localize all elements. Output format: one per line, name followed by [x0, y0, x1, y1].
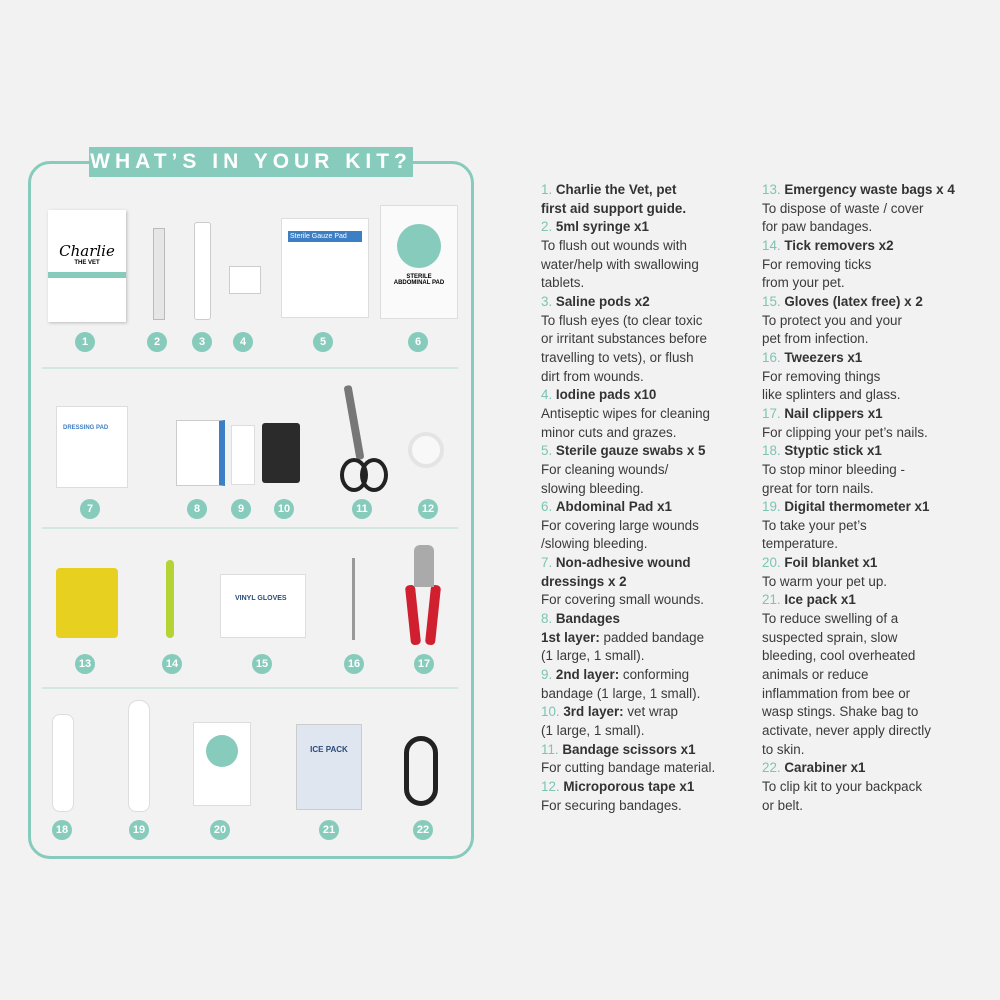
item-description: For clipping your pet’s nails.	[762, 424, 928, 440]
styptic-stick-image	[52, 714, 74, 812]
tick-remover-image	[166, 560, 174, 638]
item-title: Digital thermometer x1	[784, 499, 930, 515]
item-number: 19.	[762, 499, 785, 515]
foil-blanket-image	[193, 722, 251, 806]
item-number-8: 8	[187, 499, 207, 519]
item-description: For covering small wounds.	[541, 592, 704, 608]
list-item	[541, 293, 756, 386]
row-divider	[42, 687, 458, 689]
item-title: Tweezers x1	[784, 349, 863, 365]
ice-pack-image: ICE PACK	[296, 724, 362, 810]
conforming-bandage-image	[231, 425, 255, 485]
item-number-20: 20	[210, 820, 230, 840]
item-description: For covering large wounds /slowing bleeding.	[541, 517, 699, 552]
list-item	[762, 293, 997, 349]
item-list-right	[762, 181, 997, 815]
item-number-14: 14	[162, 654, 182, 674]
item-number-12: 12	[418, 499, 438, 519]
item-title: 3rd layer:	[563, 704, 624, 720]
item-description: For removing things like splinters and glass.	[762, 368, 901, 403]
item-number-3: 3	[192, 332, 212, 352]
item-number: 2.	[541, 219, 556, 235]
item-number: 5.	[541, 443, 556, 459]
item-number-9: 9	[231, 499, 251, 519]
list-item	[762, 349, 997, 405]
syringe-image	[153, 228, 165, 320]
item-number-2: 2	[147, 332, 167, 352]
list-item	[762, 591, 997, 759]
item-title: Carabiner x1	[784, 760, 866, 776]
item-number: 18.	[762, 443, 785, 459]
list-item	[541, 181, 756, 218]
item-number: 7.	[541, 555, 556, 571]
item-number-19: 19	[129, 820, 149, 840]
item-description: For removing ticks from your pet.	[762, 256, 872, 291]
nail-clippers-image	[404, 545, 444, 645]
item-description: For cutting bandage material.	[541, 760, 716, 776]
item-title: Saline pods x2	[555, 293, 650, 309]
item-number: 21.	[762, 592, 785, 608]
list-item	[541, 554, 756, 610]
padded-bandage-image	[176, 420, 225, 486]
list-item	[541, 386, 756, 442]
item-number: 4.	[541, 387, 556, 403]
list-item	[541, 778, 756, 815]
item-description: To stop minor bleeding - great for torn nails.	[762, 461, 905, 496]
item-description: Antiseptic wipes for cleaning minor cuts and grazes.	[541, 405, 710, 440]
digital-thermometer-image	[128, 700, 150, 812]
item-description: To reduce swelling of a suspected sprain, slow bleeding, cool overheated animals or reduce inflammation from bee or wasp stings. Shake bag to activate, never apply directly to skin.	[762, 611, 931, 757]
item-number-1: 1	[75, 332, 95, 352]
dressing-pad-image: DRESSING PAD	[56, 406, 128, 488]
item-title: Bandage scissors x1	[562, 741, 696, 757]
item-sub-label: 1st layer:	[541, 629, 600, 645]
row-divider	[42, 527, 458, 529]
list-item	[541, 498, 756, 554]
iodine-pad-image	[229, 266, 261, 294]
row-divider	[42, 367, 458, 369]
item-title: Non-adhesive wound dressings x 2	[541, 555, 691, 589]
item-title: Iodine pads x10	[555, 387, 657, 403]
list-item	[762, 405, 997, 442]
item-title: Microporous tape x1	[563, 779, 695, 794]
abdominal-pad-image: STERILE ABDOMINAL PAD	[380, 205, 458, 319]
item-number: 8.	[541, 611, 556, 627]
list-item	[762, 181, 997, 237]
item-number: 10.	[541, 704, 564, 720]
item-description: To warm your pet up.	[762, 573, 888, 589]
item-number-5: 5	[313, 332, 333, 352]
carabiner-image	[404, 736, 438, 806]
item-title: 2nd layer:	[555, 667, 620, 683]
list-item	[541, 666, 756, 703]
item-number: 12.	[541, 779, 564, 794]
list-item	[541, 741, 756, 778]
item-number: 14.	[762, 237, 785, 253]
item-number: 17.	[762, 405, 785, 421]
item-number-17: 17	[414, 654, 434, 674]
list-item	[762, 554, 997, 591]
item-title: Ice pack x1	[784, 592, 856, 608]
item-number: 9.	[541, 667, 556, 683]
item-title: Gloves (latex free) x 2	[784, 293, 923, 309]
item-number-10: 10	[274, 499, 294, 519]
item-number: 15.	[762, 293, 785, 309]
item-number-15: 15	[252, 654, 272, 674]
item-number-6: 6	[408, 332, 428, 352]
tweezers-image	[352, 558, 355, 640]
item-number-16: 16	[344, 654, 364, 674]
item-number-22: 22	[413, 820, 433, 840]
item-title: Nail clippers x1	[784, 405, 883, 421]
item-description: vet wrap (1 large, 1 small).	[541, 704, 678, 739]
item-number-11: 11	[352, 499, 372, 519]
item-number-18: 18	[52, 820, 72, 840]
list-item	[762, 442, 997, 498]
item-title: Foil blanket x1	[784, 555, 878, 571]
list-item	[541, 610, 756, 666]
item-title: Sterile gauze swabs x 5	[555, 443, 706, 459]
item-number-21: 21	[319, 820, 339, 840]
item-description: For cleaning wounds/ slowing bleeding.	[541, 461, 669, 496]
list-item	[762, 759, 997, 815]
item-number: 3.	[541, 293, 556, 309]
gauze-swab-image: Sterile Gauze Pad	[281, 218, 369, 318]
item-description: To dispose of waste / cover for paw bandages.	[762, 200, 924, 235]
item-title: Abdominal Pad x1	[555, 499, 672, 515]
item-description: To protect you and your pet from infection.	[762, 312, 902, 347]
waste-bags-image	[56, 568, 118, 638]
item-number-4: 4	[233, 332, 253, 352]
item-number: 6.	[541, 499, 556, 515]
item-number: 16.	[762, 349, 785, 365]
item-description: conforming bandage (1 large, 1 small).	[541, 667, 701, 701]
item-description: To flush out wounds with water/help with swallowing tablets.	[541, 237, 699, 291]
item-list-left	[541, 181, 756, 815]
list-item	[541, 442, 756, 498]
item-number: 13.	[762, 182, 785, 197]
microporous-tape-image	[408, 432, 444, 468]
item-number: 1.	[541, 182, 556, 197]
vet-wrap-image	[262, 423, 300, 483]
list-item	[762, 237, 997, 293]
item-description: To clip kit to your backpack or belt.	[762, 779, 923, 813]
vinyl-gloves-image: VINYL GLOVES	[220, 574, 306, 638]
saline-pod-image	[194, 222, 211, 320]
item-title: Bandages	[555, 611, 620, 627]
item-title: Tick removers x2	[784, 237, 894, 253]
item-description: To take your pet’s temperature.	[762, 517, 867, 552]
item-number: 22.	[762, 760, 785, 776]
item-description: padded bandage (1 large, 1 small).	[541, 629, 705, 664]
item-description: For securing bandages.	[541, 797, 682, 813]
item-title: Charlie the Vet, pet first aid support guide.	[541, 182, 687, 216]
list-item	[762, 498, 997, 554]
guide-booklet-image: Charlie THE VET	[48, 210, 126, 322]
item-number-7: 7	[80, 499, 100, 519]
list-item	[541, 218, 756, 293]
scissor-handle	[360, 458, 388, 492]
item-title: Styptic stick x1	[784, 443, 882, 459]
item-number-13: 13	[75, 654, 95, 674]
item-description: To flush eyes (to clear toxic or irritant substances before travelling to vets), or flush dirt from wounds.	[541, 312, 707, 384]
kit-title-banner: WHAT’S IN YOUR KIT?	[89, 147, 413, 177]
item-number: 20.	[762, 555, 785, 571]
item-number: 11.	[541, 741, 563, 757]
item-title: 5ml syringe x1	[555, 219, 649, 235]
list-item	[541, 703, 756, 740]
item-title: Emergency waste bags x 4	[784, 182, 955, 197]
